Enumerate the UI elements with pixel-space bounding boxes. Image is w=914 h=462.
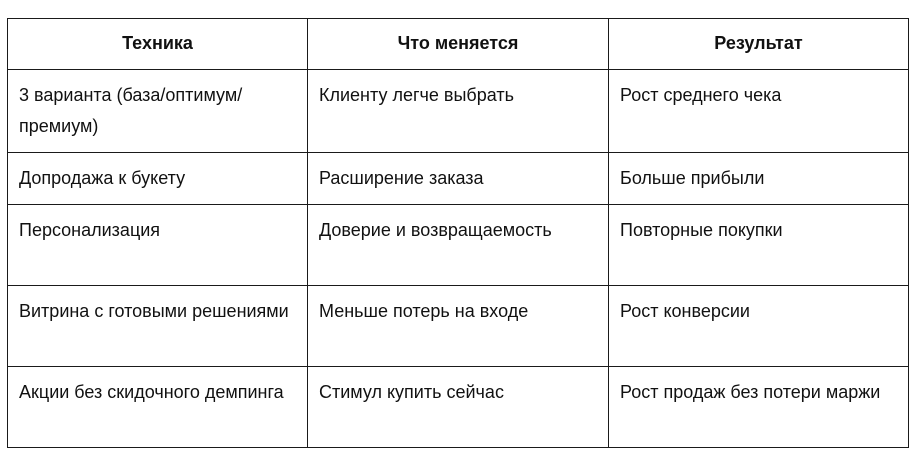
table-row (8, 367, 909, 448)
cell-result: Рост среднего чека (609, 70, 909, 153)
cell-what-changes: Стимул купить сейчас (308, 367, 609, 448)
header-what-changes: Что меняется (308, 19, 609, 70)
table-row (8, 153, 909, 205)
cell-result: Рост продаж без потери маржи (609, 367, 909, 448)
cell-what-changes: Расширение заказа (308, 153, 609, 205)
table-row (8, 70, 909, 153)
cell-result: Больше прибыли (609, 153, 909, 205)
header-technique: Техника (8, 19, 308, 70)
cell-result: Повторные покупки (609, 205, 909, 286)
table-row (8, 205, 909, 286)
cell-what-changes: Меньше потерь на входе (308, 286, 609, 367)
table-row (8, 286, 909, 367)
comparison-table (7, 18, 909, 448)
cell-technique: Акции без скидочного демпинга (8, 367, 308, 448)
cell-technique: Допродажа к букету (8, 153, 308, 205)
cell-what-changes: Клиенту легче выбрать (308, 70, 609, 153)
cell-result: Рост конверсии (609, 286, 909, 367)
header-result: Результат (609, 19, 909, 70)
cell-technique: Персонализация (8, 205, 308, 286)
cell-technique: Витрина с готовыми решениями (8, 286, 308, 367)
cell-what-changes: Доверие и возвращаемость (308, 205, 609, 286)
header-row (8, 19, 909, 70)
cell-technique: 3 варианта (база/оптимум/премиум) (8, 70, 308, 153)
